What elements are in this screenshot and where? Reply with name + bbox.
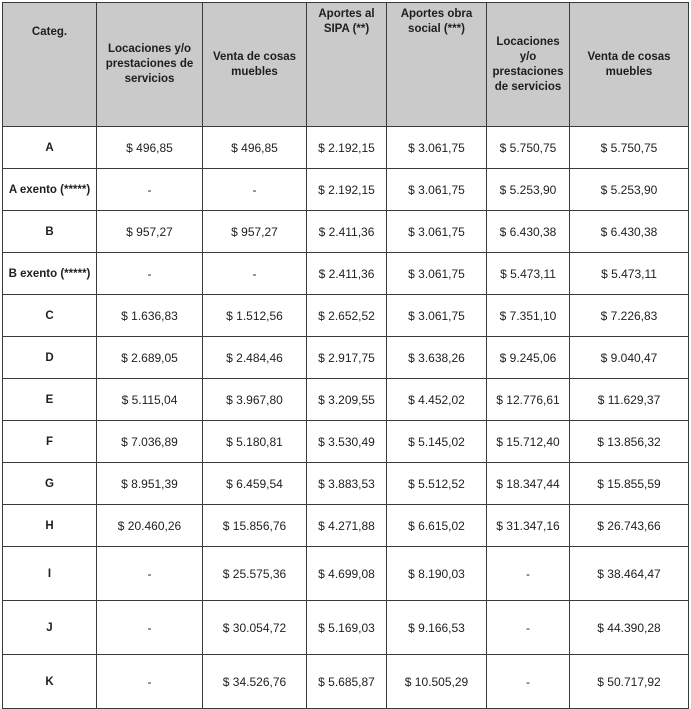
value-cell: $ 9.245,06 [487,337,570,379]
value-cell: $ 5.750,75 [570,127,689,169]
value-cell: $ 34.526,76 [203,655,307,709]
value-cell: $ 6.430,38 [487,211,570,253]
category-cell: A [3,127,97,169]
value-cell: $ 3.061,75 [387,127,487,169]
value-cell: - [203,253,307,295]
value-cell: $ 15.712,40 [487,421,570,463]
value-cell: $ 38.464,47 [570,547,689,601]
table-row [3,337,689,379]
value-cell: $ 15.856,76 [203,505,307,547]
value-cell: $ 18.347,44 [487,463,570,505]
monotributo-categories-table [2,2,689,709]
category-cell: C [3,295,97,337]
value-cell: $ 5.253,90 [487,169,570,211]
value-cell: $ 3.530,49 [307,421,387,463]
value-cell: $ 6.615,02 [387,505,487,547]
monotributo-table-container [2,2,688,688]
value-cell: - [97,601,203,655]
value-cell: $ 496,85 [203,127,307,169]
value-cell: $ 5.685,87 [307,655,387,709]
value-cell: $ 12.776,61 [487,379,570,421]
value-cell: $ 44.390,28 [570,601,689,655]
value-cell: $ 8.190,03 [387,547,487,601]
column-header-3: Venta de cosas muebles [203,3,307,127]
table-row [3,379,689,421]
value-cell: $ 5.180,81 [203,421,307,463]
value-cell: $ 6.459,54 [203,463,307,505]
table-header [3,3,689,127]
table-row [3,127,689,169]
value-cell: $ 7.036,89 [97,421,203,463]
value-cell: $ 4.699,08 [307,547,387,601]
value-cell: $ 6.430,38 [570,211,689,253]
value-cell: $ 2.652,52 [307,295,387,337]
table-row [3,463,689,505]
value-cell: $ 957,27 [97,211,203,253]
value-cell: $ 5.169,03 [307,601,387,655]
value-cell: $ 3.061,75 [387,253,487,295]
value-cell: $ 31.347,16 [487,505,570,547]
table-row [3,295,689,337]
value-cell: $ 9.040,47 [570,337,689,379]
value-cell: $ 30.054,72 [203,601,307,655]
value-cell: $ 4.452,02 [387,379,487,421]
value-cell: $ 2.484,46 [203,337,307,379]
header-row [3,3,689,127]
value-cell: $ 3.061,75 [387,295,487,337]
value-cell: $ 5.253,90 [570,169,689,211]
value-cell: $ 26.743,66 [570,505,689,547]
table-body [3,127,689,709]
value-cell: $ 1.512,56 [203,295,307,337]
table-row [3,547,689,601]
value-cell: $ 8.951,39 [97,463,203,505]
value-cell: $ 5.512,52 [387,463,487,505]
category-cell: E [3,379,97,421]
value-cell: $ 5.115,04 [97,379,203,421]
value-cell: $ 3.209,55 [307,379,387,421]
value-cell: $ 11.629,37 [570,379,689,421]
value-cell: $ 496,85 [97,127,203,169]
value-cell: $ 5.750,75 [487,127,570,169]
category-cell: B exento (*****) [3,253,97,295]
column-header-4: Aportes al SIPA (**) [307,3,387,127]
category-cell: J [3,601,97,655]
column-header-1: Categ. [3,3,97,127]
category-cell: A exento (*****) [3,169,97,211]
category-cell: F [3,421,97,463]
value-cell: $ 5.145,02 [387,421,487,463]
value-cell: $ 3.061,75 [387,169,487,211]
value-cell: $ 13.856,32 [570,421,689,463]
category-cell: K [3,655,97,709]
category-cell: D [3,337,97,379]
value-cell: $ 7.226,83 [570,295,689,337]
table-row [3,253,689,295]
value-cell: $ 957,27 [203,211,307,253]
value-cell: - [487,601,570,655]
value-cell: $ 3.967,80 [203,379,307,421]
category-cell: H [3,505,97,547]
value-cell: $ 3.883,53 [307,463,387,505]
value-cell: $ 2.192,15 [307,169,387,211]
value-cell: - [487,655,570,709]
value-cell: - [97,655,203,709]
category-cell: I [3,547,97,601]
value-cell: - [203,169,307,211]
table-row [3,601,689,655]
table-row [3,505,689,547]
value-cell: $ 20.460,26 [97,505,203,547]
column-header-7: Venta de cosas muebles [570,3,689,127]
column-header-6: Locaciones y/o prestaciones de servicios [487,3,570,127]
value-cell: $ 2.411,36 [307,253,387,295]
value-cell: $ 10.505,29 [387,655,487,709]
column-header-5: Aportes obra social (***) [387,3,487,127]
category-cell: B [3,211,97,253]
value-cell: $ 4.271,88 [307,505,387,547]
value-cell: $ 3.061,75 [387,211,487,253]
value-cell: $ 5.473,11 [570,253,689,295]
value-cell: $ 50.717,92 [570,655,689,709]
value-cell: - [97,547,203,601]
category-cell: G [3,463,97,505]
value-cell: $ 9.166,53 [387,601,487,655]
value-cell: $ 3.638,26 [387,337,487,379]
value-cell: $ 7.351,10 [487,295,570,337]
value-cell: - [97,169,203,211]
column-header-2: Locaciones y/o prestaciones de servicios [97,3,203,127]
table-row [3,211,689,253]
value-cell: $ 2.192,15 [307,127,387,169]
table-row [3,421,689,463]
value-cell: $ 2.411,36 [307,211,387,253]
value-cell: - [97,253,203,295]
value-cell: $ 15.855,59 [570,463,689,505]
value-cell: $ 2.689,05 [97,337,203,379]
value-cell: $ 2.917,75 [307,337,387,379]
value-cell: $ 5.473,11 [487,253,570,295]
value-cell: $ 25.575,36 [203,547,307,601]
table-row [3,169,689,211]
table-row [3,655,689,709]
value-cell: $ 1.636,83 [97,295,203,337]
value-cell: - [487,547,570,601]
